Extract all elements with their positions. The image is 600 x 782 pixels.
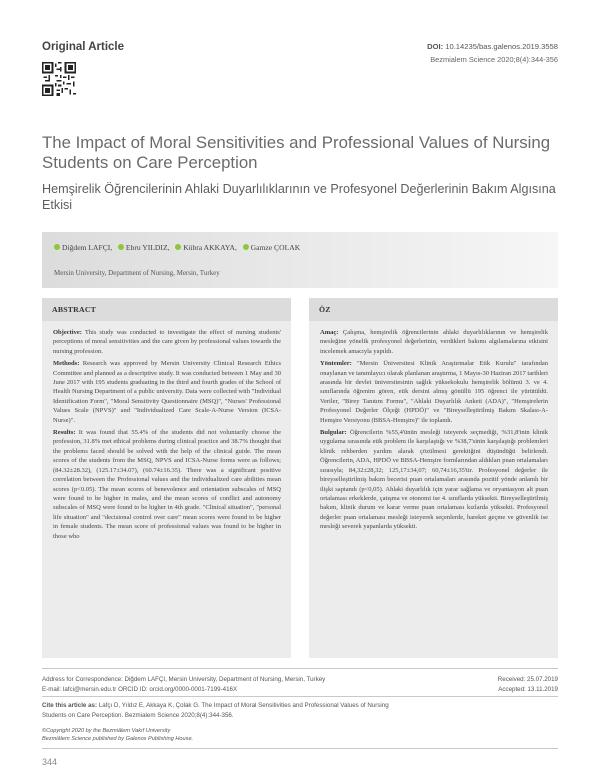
oz-label: Amaç: bbox=[320, 329, 339, 336]
citation bbox=[42, 701, 402, 720]
correspondence-email[interactable]: E-mail: lafci@mersin.edu.tr ORCID ID: orcid.org/0000-0001-7199-416X bbox=[42, 686, 238, 693]
article-title-turkish: Hemşirelik Öğrencilerinin Ahlaki Duyarlılıklarının ve Profesyonel Değerlerinin Bakım Algısına Etkisi bbox=[42, 182, 556, 212]
oz-box bbox=[309, 298, 558, 658]
orcid-icon[interactable] bbox=[54, 244, 60, 250]
cite-text: Lafçı D, Yıldız E, Akkaya K, Çolak G. The Impact of Moral Sensitivities and Professional Values of Nursing Students on Care Perception. Bezmialem Science 2020;8(4):344-356. bbox=[42, 702, 389, 719]
abstract-heading-bar bbox=[42, 298, 291, 321]
affiliation: Mersin University, Department of Nursing, Mersin, Turkey bbox=[54, 269, 220, 277]
dates-block bbox=[498, 675, 558, 695]
author-list bbox=[54, 243, 300, 252]
abstract-heading: ABSTRACT bbox=[52, 305, 97, 314]
author-name: Ebru YILDIZ, bbox=[125, 243, 170, 252]
page-number: 344 bbox=[42, 757, 58, 767]
abstract-label: Objective: bbox=[53, 329, 82, 336]
divider bbox=[42, 748, 558, 749]
oz-label: Bulgular: bbox=[320, 429, 347, 437]
copyright-line: Bezmiâlem Science published by Galenos Publishing House. bbox=[42, 735, 194, 742]
oz-paragraph bbox=[320, 359, 548, 425]
oz-label: Yöntemler: bbox=[320, 360, 352, 368]
oz-heading: ÖZ bbox=[319, 305, 331, 314]
orcid-icon[interactable] bbox=[175, 244, 181, 250]
article-type: Original Article bbox=[42, 41, 125, 53]
author-name: Kübra AKKAYA, bbox=[183, 243, 237, 252]
author-name: Gamze ÇOLAK bbox=[250, 243, 301, 252]
doi-label: DOI: bbox=[427, 42, 444, 51]
oz-text: Öğrencilerin %55,4'ünün mesleği isteyerek seçmediği, %31,8'inin klinik uygulama sırasında etik problem ile karşılaştığı ve %38,7'sinin karşılaştığı problemleri klinik rehberden yardım alarak çözülmesi gerektiğini düşündüğü belirlendi. Öğrencilerin, ADA, HPDÖ ve BBSA-Hemşire formlarından aldıkları puan ortalamaları sırasıyla; 84,32±28,32; 125,17±34,07; 60,74±16,35'tir. Profesyonel değerler ile bireyselleştirilmiş bakım becerisi puan ortalamaları arasında pozitif yönde anlamlı bir ilişki saptandı (p<0,05). Ahlaki duyarlılık için yarar sağlama ve oryantasyon alt puan ortalaması erkeklerde, çatışma ve otonomi ise 4. sınıflarda yüksekti. Bireyselleştirilmiş bakım, klinik durum ve karar verme puan ortalaması kızlarda yüksekti. Profesyonel değerler puan ortalaması mesleği isteyerek seçenlerde, hareket geçme ve güvenlik ise mesleği severek yapanlarda yüksekti. bbox=[320, 429, 549, 531]
abstract-text: It was found that 55.4% of the students did not voluntarily choose the profession, 31.8% met ethical problems during clinical practice and 38.7% thought that the problems faced should be solved with the help of the clinical guide. The mean scores of the students from the MSQ, NPVS and ICSA-Nurse forms were as follows; (84.32±28.32), (125.17±34.07), (60.74±16.35). There was a significant positive correlation between the Professional values and the individualized care abilities mean scores (p<0.05). The mean scores of benevolence and orientation subscales of MSQ were found to be higher in males, and the mean scores of conflict and autonomy subscales of MSQ were found to be higher in 4th grade. "Clinical situation", "personal life situation" and "decisional control over care" mean scores were found to be higher in female students. The mean score of professional values was found to be higher in those who bbox=[53, 429, 281, 540]
abstract-text: This study was conducted to investigate the effect of nursing students' perceptions of moral sensitivities and the care given by professional values towards the nursing profession. bbox=[53, 329, 281, 355]
author-band bbox=[42, 232, 558, 288]
correspondence-block bbox=[42, 675, 325, 695]
abstract-label: Results: bbox=[53, 429, 76, 437]
received-date: Received: 25.07.2019 bbox=[497, 676, 558, 683]
abstract-body bbox=[53, 328, 281, 544]
oz-paragraph bbox=[320, 328, 548, 356]
oz-text: "Mersin Üniversitesi Klinik Araştırmalar Etik Kurulu" tarafından onaylanan ve tanımlayıcı olarak planlanan araştırma, 1 Mayıs-30 Haziran 2017 tarihleri arasında bir devlet üniversitesinin sağlık yüksekokulu hemşirelik bölümü 3. ve 4. sınıflarında öğrenim gören, etik dersini almış gönüllü 195 öğrenci ile yürütüldü. Veriler, "Birey Tanıtım Formu", "Ahlaki Duyarlılık Anketi (ADA)", "Hemşirelerin Profesyonel Değerler Ölçeği (HPDÖ)" ve "Bireyselleştirilmiş Bakım Skalası-A-Hemşire Versiyonu (BBSA-Hemşire)" ile toplandı. bbox=[320, 360, 548, 424]
abstract-label: Methods: bbox=[53, 360, 80, 368]
correspondence-address: Address for Correspondence: Diğdem LAFÇI, Mersin University, Department of Nursing, Mersin, Turkey bbox=[42, 676, 326, 683]
divider bbox=[42, 668, 558, 669]
oz-paragraph bbox=[320, 428, 548, 531]
oz-text: Çalışma, hemşirelik öğrencilerinin ahlaki duyarlılıklarının ve hemşirelik mesleğine yönelik profesyonel değerlerinin, verdikleri bakımı algılamalarına etkisini incelemek amacıyla yapıldı. bbox=[320, 329, 548, 355]
orcid-icon[interactable] bbox=[243, 244, 249, 250]
article-title: The Impact of Moral Sensitivities and Professional Values of Nursing Students on Care Perception bbox=[42, 133, 551, 172]
cite-label: Cite this article as: bbox=[42, 702, 98, 709]
oz-heading-bar bbox=[309, 298, 558, 321]
copyright-line: ©Copyright 2020 by the Bezmiâlem Vakıf University bbox=[42, 728, 171, 734]
abstract-paragraph bbox=[53, 428, 281, 541]
author-name: Diğdem LAFÇI, bbox=[62, 243, 113, 252]
copyright bbox=[42, 728, 193, 744]
abstract-text: Research was approved by Mersin University Clinical Research Ethics Committee and planned as a descriptive study. It was conducted between 1 May and 30 June 2017 with 195 students graduating in the third and fourth grades of the School of Health Nursing Department of a public university. Data were collected with "Individual Identification Form", "Moral Sensitivity Questionnaire (MSQ)", "Nurses' Professional Values Scale (NPVS)" and "Individualized Care Scale-A-Nurse Version (ICSA-Nurse)". bbox=[53, 360, 281, 424]
abstract-paragraph bbox=[53, 359, 281, 425]
doi-value[interactable]: 10.14235/bas.galenos.2019.3558 bbox=[445, 42, 558, 51]
doi[interactable] bbox=[427, 42, 558, 51]
divider bbox=[42, 696, 558, 697]
qr-code-icon bbox=[42, 62, 76, 96]
abstract-paragraph bbox=[53, 328, 281, 356]
oz-body bbox=[320, 328, 548, 535]
orcid-icon[interactable] bbox=[118, 244, 124, 250]
abstract-box bbox=[42, 298, 291, 658]
journal-reference: Bezmialem Science 2020;8(4):344-356 bbox=[430, 55, 558, 64]
accepted-date: Accepted: 13.11.2019 bbox=[498, 686, 558, 693]
